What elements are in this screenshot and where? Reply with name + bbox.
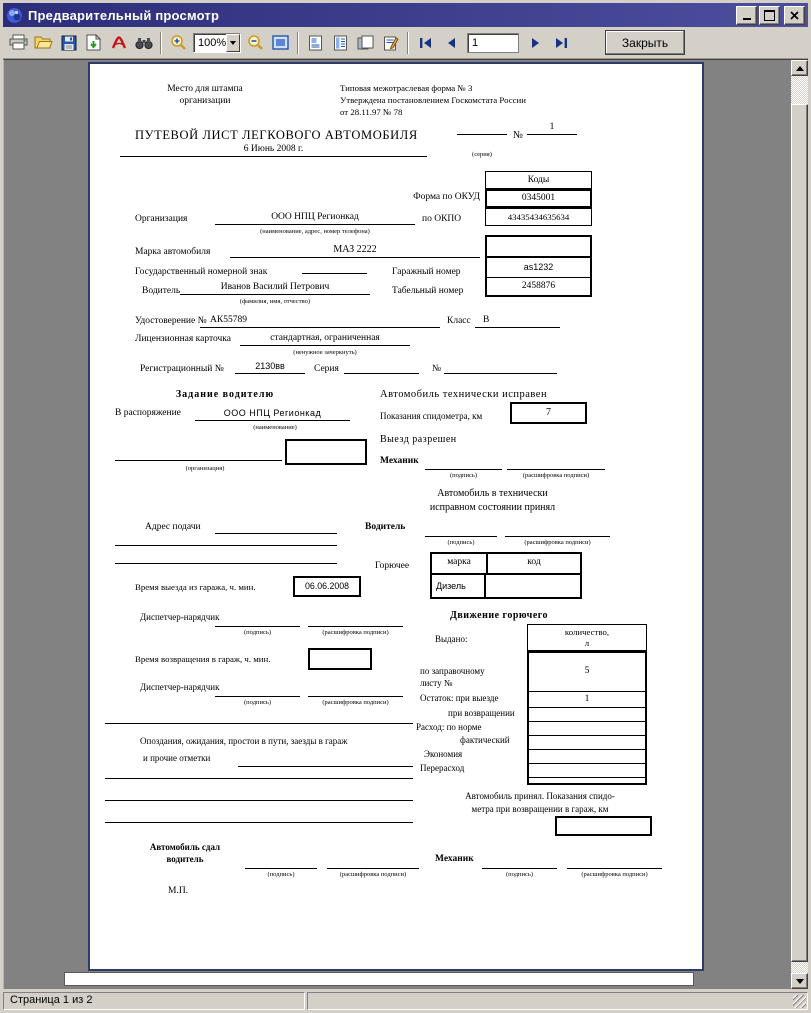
address-label: Адрес подачи [145,522,201,532]
preview-area [3,59,808,989]
blank-line [327,854,419,869]
triangle-down-icon [796,979,804,988]
zoom-out-icon [247,34,264,51]
last-page-icon [554,37,568,49]
org-value: ООО НПЦ Регионкад [215,210,415,225]
out-time-label: Время выезда из гаража, ч. мин. [135,582,256,592]
first-page-button[interactable] [413,31,438,55]
pdf-button[interactable] [106,31,131,55]
delays-note: Опоздания, ожидания, простои в пути, заезды в гараж [140,736,348,746]
series-hint: (серия) [472,151,492,158]
economy-label: Экономия [424,749,463,759]
driver-label: Водитель [142,286,181,296]
back-time-box [308,648,372,670]
close-preview-button[interactable]: Закрыть [605,30,685,55]
number2-label: № [432,364,442,374]
took-note: Автомобиль принял. Показания спидо- [465,791,615,801]
codes-header: Коды [485,171,592,189]
page-info: Страница 1 из 2 [3,992,305,1010]
last-page-button[interactable] [548,31,573,55]
export-button[interactable] [81,31,106,55]
disposal-value: ООО НПЦ Регионкад [195,406,350,421]
single-page-view-button[interactable] [303,31,328,55]
fuel-table [430,552,582,599]
brand-value: МАЗ 2222 [230,243,480,258]
waybill-date: 6 Июнь 2008 г. [120,142,427,157]
waybill-number: 1 [527,120,577,135]
page-number-input[interactable] [467,33,519,53]
form-approval-note: от 28.11.97 № 78 [340,107,403,117]
overrun-label: Перерасход [420,763,465,773]
license-card-value: стандартная, ограниченная [240,331,410,346]
save-button[interactable] [56,31,81,55]
next-page-button[interactable] [523,31,548,55]
app-icon [6,7,23,24]
print-icon [9,34,28,51]
vertical-scrollbar [791,60,808,989]
blank-line [444,359,557,374]
zoom-dropdown-button[interactable] [226,34,240,52]
class-label: Класс [447,316,471,326]
fit-page-button[interactable] [268,31,293,55]
license-card-hint: (ненужное зачеркнуть) [293,349,357,356]
fuel-table-header [432,554,580,575]
blank-line [425,522,497,537]
driver-value: Иванов Василий Петрович [180,280,370,295]
tech-ok-note: Автомобиль технически исправен [380,389,548,400]
blank-line [425,455,502,470]
mechanic-label: Механик [380,456,419,466]
status-panel [307,992,808,1010]
blank-line [302,259,367,274]
rest-in-cell [529,708,645,722]
zoom-level-value: 100% [198,36,227,49]
rest-in-label: при возвращении [448,708,515,718]
disposal-label: В распоряжение [115,408,181,418]
blank-line [344,359,419,374]
org-hint: (наименование, адрес, номер телефона) [260,228,370,235]
blank-line [105,764,413,779]
continuous-view-icon [333,35,348,51]
signature-hint: (подпись) [244,699,271,706]
blank-line [308,612,403,627]
garage-number-value: as1232 [487,258,590,278]
fuel-code-header: код [527,557,541,567]
rest-out-label: Остаток: при выезде [420,693,499,703]
toolbar-separator [297,32,299,54]
form-title: ПУТЕВОЙ ЛИСТ ЛЕГКОВОГО АВТОМОБИЛЯ [135,128,418,142]
blank-line [245,854,317,869]
fact-cell [529,736,645,750]
print-button[interactable] [6,31,31,55]
scroll-up-button[interactable] [791,60,808,76]
minimize-button[interactable] [736,6,757,25]
handed-label: водитель [166,854,204,864]
refuel-label: по заправочному [420,666,485,676]
rest-out-qty-cell: 1 [529,692,645,708]
form-approval-note: Типовая межотраслевая форма № 3 [340,83,473,93]
out-time-value: 06.06.2008 [293,576,361,597]
speedometer-value: 7 [510,402,587,424]
export-icon [86,34,101,51]
okud-value: 0345001 [485,189,592,208]
title-bar [3,3,808,27]
signature-hint: (подпись) [447,539,475,546]
spare-cell [529,778,645,790]
fit-page-icon [272,35,289,50]
scrollbar-thumb[interactable] [791,104,808,962]
chevron-down-icon [230,41,236,48]
edit-page-icon [383,35,399,51]
signature-decode-hint: (расшифровка подписи) [322,629,389,636]
triangle-up-icon [796,62,804,71]
close-button[interactable] [784,6,805,25]
prev-page-button[interactable] [438,31,463,55]
economy-cell [529,750,645,764]
signature-hint: (подпись) [267,871,295,878]
close-icon [790,11,799,20]
horizontal-scrollbar[interactable] [64,972,694,986]
driver2-label: Водитель [365,522,406,532]
document-page [88,62,704,971]
toolbar-separator [407,32,409,54]
form-approval-note: Утверждена постановлением Госкомстата России [340,95,526,105]
blank-line [505,522,610,537]
single-page-view-icon [308,35,323,51]
empty-box [285,439,367,465]
stamp-note: Место для штампа [167,84,243,94]
okpo-label: по ОКПО [422,214,462,224]
blank-line [457,120,507,135]
minimize-icon [743,18,751,20]
org-label: Организация [135,214,188,224]
norm-label: Расход: по норме [416,722,482,732]
accepted-note: Автомобиль в технически [437,488,548,499]
disposal-hint: (наименование) [253,424,297,431]
edit-page-button[interactable] [378,31,403,55]
issued-label: Выдано: [435,634,468,644]
blank-line [215,612,300,627]
blank-line [482,854,557,869]
license-card-label: Лицензионная карточка [135,334,231,344]
qty-header-line: количество, [564,627,610,637]
blank-line [115,446,282,461]
open-folder-icon [34,35,53,50]
class-value: В [475,313,560,328]
zoom-out-button[interactable] [243,31,268,55]
fuel-table-row [432,575,580,599]
blank-line [115,549,337,564]
okpo-value: 43435434635634 [485,208,592,226]
org2-hint: (организация) [185,465,225,472]
dispatcher-label: Диспетчер-нарядчик [140,682,220,692]
signature-hint: (подпись) [244,629,271,636]
qty-table [527,651,647,785]
mechanic2-label: Механик [435,854,474,864]
dispatcher-label: Диспетчер-нарядчик [140,612,220,622]
took-note: метра при возвращении в гараж, км [471,804,609,814]
acrobat-icon [111,35,127,51]
zoom-level-combobox[interactable] [193,33,241,53]
personnel-number-label: Табельный номер [392,286,464,296]
zoom-in-button[interactable] [166,31,191,55]
blank-line [507,455,605,470]
state-number-label: Государственный номерной знак [135,267,268,277]
delays-note: и прочие отметки [143,753,211,763]
brand-label: Марка автомобиля [135,247,211,257]
first-page-icon [419,37,433,49]
toolbar [3,27,808,59]
okud-label: Форма по ОКУД [413,192,480,202]
garage-number-label: Гаражный номер [392,267,461,277]
license-value: АК55789 [200,313,440,328]
fuel-code-cell [486,575,580,599]
open-button[interactable] [31,31,56,55]
blank-line [308,682,403,697]
facing-pages-view-icon [357,35,374,50]
codes-stack [485,235,592,297]
next-page-icon [531,37,541,49]
empty-code-cell [487,237,590,258]
binoculars-icon [135,36,153,50]
blank-line [115,531,337,546]
prev-page-icon [446,37,456,49]
qty-header [527,624,647,651]
find-button[interactable] [131,31,156,55]
maximize-icon [764,10,775,21]
speedometer-label: Показания спидометра, км [380,411,483,421]
task-header: Задание водителю [175,389,275,400]
status-bar [3,990,808,1010]
toolbar-separator [160,32,162,54]
signature-decode-hint: (расшифровка подписи) [339,871,407,878]
back-time-label: Время возвращения в гараж, ч. мин. [135,654,271,664]
signature-decode-hint: (расшифровка подписи) [322,699,389,706]
save-icon [61,35,77,51]
facing-pages-view-button[interactable] [353,31,378,55]
fuel-movement-header: Движение горючего [450,610,549,621]
reg-number-value: 2130вв [235,359,305,374]
refuel-qty-cell: 5 [529,653,645,692]
handed-label: Автомобиль сдал [149,842,221,852]
signature-decode-hint: (расшифровка подписи) [522,472,590,479]
driver-hint: (фамилия, имя, отчество) [239,298,311,305]
signature-decode-hint: (расшифровка подписи) [524,539,591,546]
signature-decode-hint: (расшифровка подписи) [581,871,648,878]
fuel-type-value: Дизель [432,575,486,599]
scroll-down-button[interactable] [791,973,808,989]
blank-line [105,709,413,724]
reg-number-label: Регистрационный № [140,364,224,374]
accepted-note: исправном состоянии принял [429,502,556,513]
fuel-brand-header: марка [432,554,488,573]
signature-hint: (подпись) [450,472,477,479]
continuous-view-button[interactable] [328,31,353,55]
window-title: Предварительный просмотр [28,7,220,23]
departure-allowed-note: Выезд разрешен [380,434,457,445]
return-speedometer-box [555,816,652,836]
blank-line [567,854,662,869]
blank-line [105,808,413,823]
norm-cell [529,722,645,736]
stamp-place-label: М.П. [168,886,189,896]
resize-grip[interactable] [793,995,806,1008]
refuel-label: листу № [420,678,453,688]
personnel-number-value: 2458876 [521,281,556,291]
fact-label: фактический [460,735,510,745]
fuel-label: Горючее [375,561,410,571]
maximize-button[interactable] [759,6,780,25]
stamp-note: организации [179,96,231,106]
signature-hint: (подпись) [506,871,533,878]
number-label: № [513,130,524,141]
overrun-cell [529,764,645,778]
series2-label: Серия [314,364,339,374]
qty-header-line: л [584,638,590,648]
blank-line [105,786,413,801]
blank-line [215,682,300,697]
license-label: Удостоверение № [135,316,207,326]
zoom-in-icon [170,34,187,51]
